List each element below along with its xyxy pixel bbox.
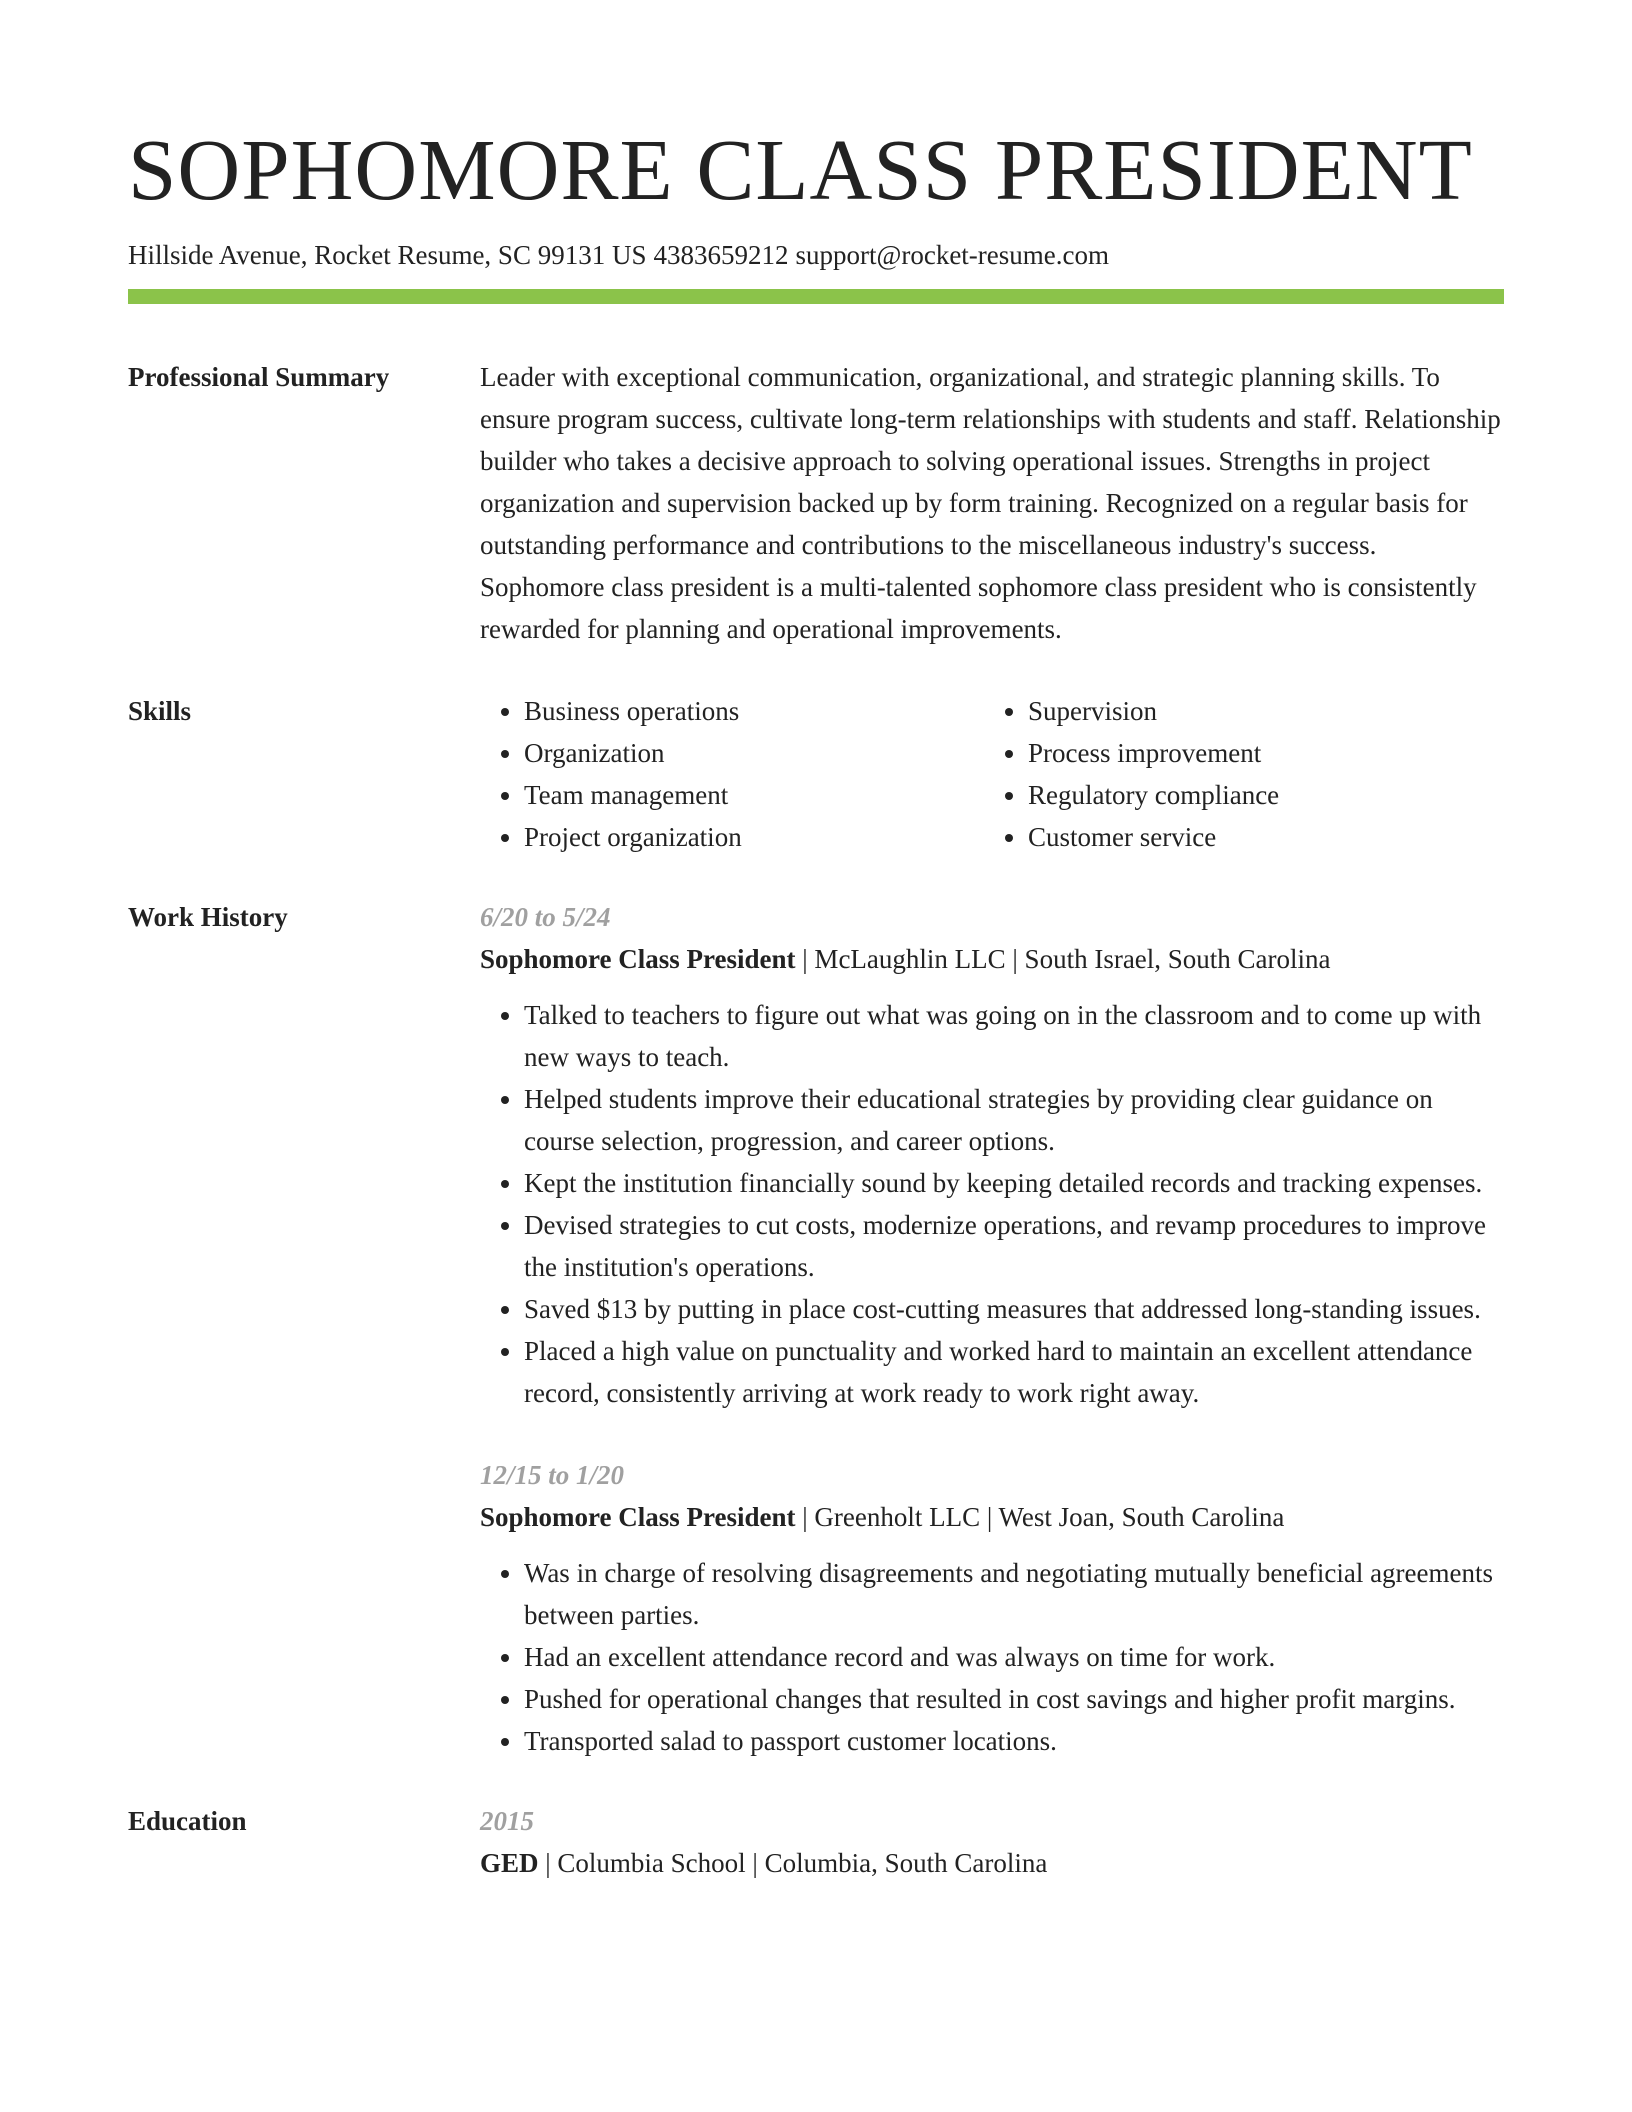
job-details: | Greenholt LLC | West Joan, South Carolina [795, 1502, 1285, 1533]
education-details: | Columbia School | Columbia, South Carolina [538, 1848, 1048, 1879]
contact-line [128, 239, 1504, 271]
job-bullet: • Was in charge of resolving disagreements and negotiating mutually beneficial agreements between parties. [524, 1552, 1504, 1636]
contact-email: support@rocket-resume.com [795, 240, 1110, 270]
section-title-work: Work History [128, 902, 288, 933]
job-bullet: • Talked to teachers to figure out what was going on in the classroom and to come up with new ways to teach. [524, 994, 1504, 1078]
skill-item: • Project organization [524, 816, 984, 858]
summary-section [128, 356, 1504, 650]
job-title: Sophomore Class President [480, 1502, 796, 1533]
job-header [480, 1496, 1504, 1538]
skill-item: • Team management [524, 774, 984, 816]
job-bullet: • Saved $13 by putting in place cost-cutting measures that addressed long-standing issues. [524, 1288, 1504, 1330]
resume-page [128, 120, 1504, 1884]
job-bullet: • Had an excellent attendance record and was always on time for work. [524, 1636, 1504, 1678]
section-title-skills: Skills [128, 696, 192, 727]
skill-item: • Regulatory compliance [1028, 774, 1488, 816]
section-title-summary: Professional Summary [128, 362, 390, 393]
job-entry [480, 896, 1504, 1414]
job-bullet: • Devised strategies to cut costs, modernize operations, and revamp procedures to improve the institution's operations. [524, 1204, 1504, 1288]
job-details: | McLaughlin LLC | South Israel, South Carolina [795, 944, 1331, 975]
section-title-education: Education [128, 1806, 247, 1837]
job-bullet: • Kept the institution financially sound by keeping detailed records and tracking expenses. [524, 1162, 1504, 1204]
contact-phone: 4383659212 [653, 240, 789, 270]
summary-text: Leader with exceptional communication, organizational, and strategic planning skills. To ensure program success, cultivate long-term relationships with students and staff. Relationship builder who takes a decisive approach to solving operational issues. Strengths in project organization and supervision backed up by form training. Recognized on a regular basis for outstanding performance and contributions to the miscellaneous industry's success. Sophomore class president is a multi-talented sophomore class president who is consistently rewarded for planning and operational improvements. [480, 362, 1501, 645]
work-history-section [128, 896, 1504, 1762]
job-bullet: • Pushed for operational changes that resulted in cost savings and higher profit margins. [524, 1678, 1504, 1720]
job-dates: 12/15 to 1/20 [480, 1460, 625, 1491]
skill-item: • Supervision [1028, 690, 1488, 732]
candidate-name: SOPHOMORE CLASS PRESIDENT [128, 121, 1473, 218]
header-divider [128, 289, 1504, 304]
skill-item: • Organization [524, 732, 984, 774]
job-bullet: • Helped students improve their educational strategies by providing clear guidance on course selection, progression, and career options. [524, 1078, 1504, 1162]
skills-list-right [984, 690, 1488, 858]
job-bullets [480, 1552, 1504, 1762]
skill-item: • Process improvement [1028, 732, 1488, 774]
skills-section [128, 690, 1504, 858]
job-entry [480, 1454, 1504, 1762]
skill-item: • Customer service [1028, 816, 1488, 858]
job-bullet: • Transported salad to passport customer locations. [524, 1720, 1504, 1762]
education-header [480, 1842, 1504, 1884]
education-section [128, 1800, 1504, 1884]
education-degree: GED [480, 1848, 539, 1879]
skill-item: • Business operations [524, 690, 984, 732]
skills-list-left [480, 690, 984, 858]
contact-address: Hillside Avenue, Rocket Resume, SC 99131 US [128, 240, 647, 270]
job-dates: 6/20 to 5/24 [480, 902, 611, 933]
education-year: 2015 [480, 1806, 534, 1837]
job-title: Sophomore Class President [480, 944, 796, 975]
job-bullets [480, 994, 1504, 1414]
job-header [480, 938, 1504, 980]
job-bullet: • Placed a high value on punctuality and worked hard to maintain an excellent attendance record, consistently arriving at work ready to work right away. [524, 1330, 1504, 1414]
